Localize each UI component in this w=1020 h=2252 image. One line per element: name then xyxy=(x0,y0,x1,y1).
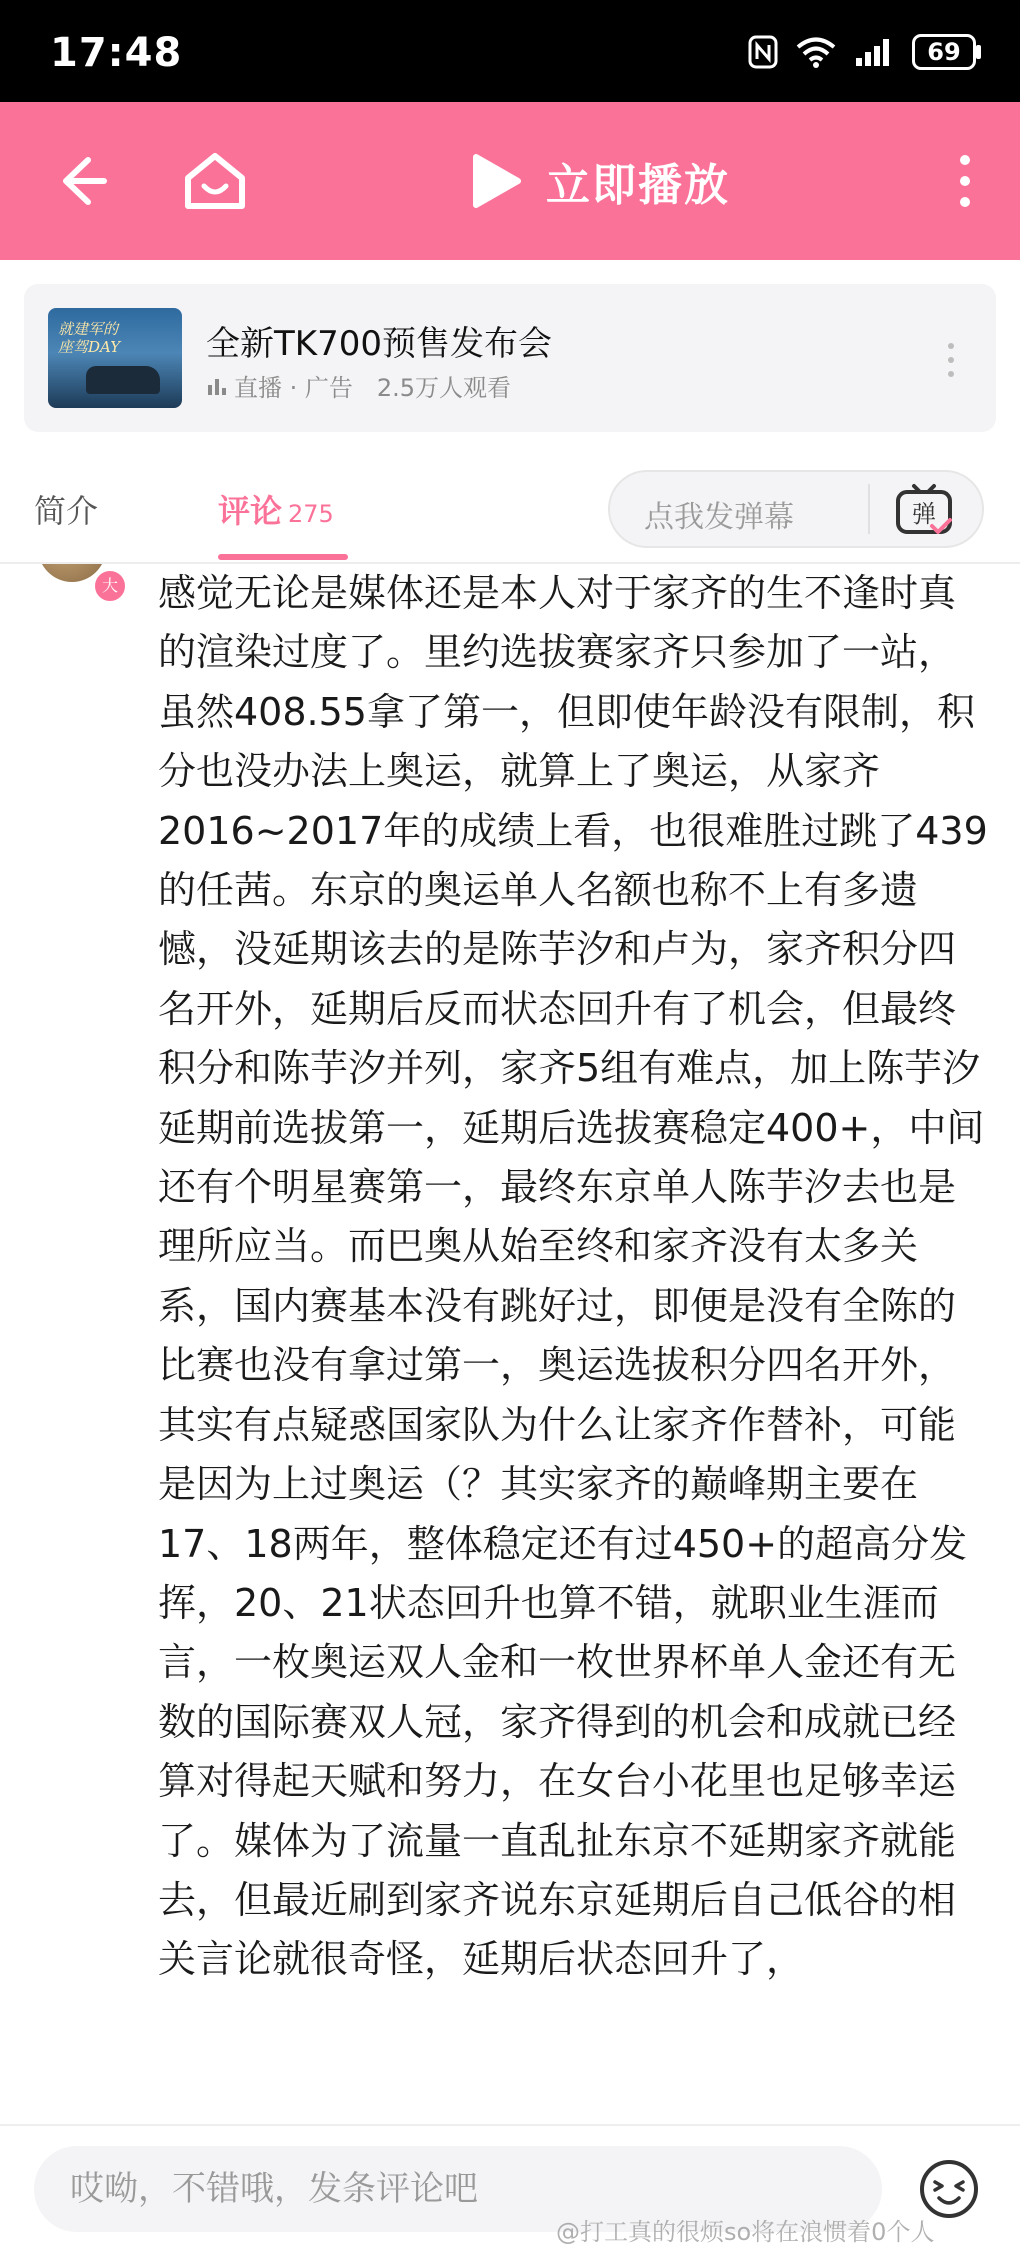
back-arrow-icon[interactable] xyxy=(50,146,120,216)
comments-count: 275 xyxy=(288,500,334,528)
comment-text xyxy=(158,564,988,1990)
ad-meta-label: 直播 · 广告 xyxy=(234,374,353,402)
play-icon xyxy=(470,153,522,209)
car-graphic xyxy=(86,366,160,394)
play-now-button[interactable] xyxy=(470,146,730,216)
ad-meta xyxy=(206,368,511,403)
ad-title: 全新TK700预售发布会 xyxy=(206,324,552,364)
status-bar xyxy=(0,0,1020,102)
danmaku-icon-label: 弹 xyxy=(912,500,936,528)
danmaku-placeholder: 点我发弹幕 xyxy=(644,500,794,535)
ad-thumbnail-text: 就建军的 座驾DAY xyxy=(58,320,121,356)
play-now-label: 立即播放 xyxy=(546,160,730,211)
ad-card[interactable] xyxy=(24,284,996,432)
comment-body: 感觉无论是媒体还是本人对于家齐的生不逢时真的渲染过度了。里约选拔赛家齐只参加了一站，虽然408.55拿了第一，但即使年龄没有限制，积分也没办法上奥运，就算上了奥运，从家齐2016~2017年的成绩上看，也很难胜过跳了439的任茜。东京的奥运单人名额也称不上有多遗憾，没延期该去的是陈芋汐和卢为，家齐积分四名开外，延期后反而状态回升有了机会，但最终积分和陈芋汐并列，家齐5组有难点，加上陈芋汐延期前选拔第一，延期后选拔赛稳定400+，中间还有个明星赛第一，最终东京单人陈芋汐去也是理所应当。而巴奥从始至终和家齐没有太多关系，国内赛基本没有跳好过，即便是没有全陈的比赛也没有拿过第一，奥运选拔积分四名开外，其实有点疑惑国家队为什么让家齐作替补，可能是因为上过奥运（？其实家齐的巅峰期主要在17、18两年，整体稳定还有过450+的超高分发挥，20、21状态回升也算不错，就职业生涯而言，一枚奥运双人金和一枚世界杯单人金还有无数的国际赛双人冠，家齐得到的机会和成就已经算对得起天赋和努力，在女台小花里也足够幸运了。媒体为了流量一直乱扯东京不延期家齐就能去，但最近刷到家齐说东京延期后自己低谷的相关言论就很奇怪，延期后状态回升了， xyxy=(158,571,988,1982)
vip-badge: 大 xyxy=(92,568,128,604)
battery-level: 69 xyxy=(927,38,961,66)
status-time: 17:48 xyxy=(50,30,183,76)
ad-thumbnail xyxy=(48,308,182,408)
live-bars-icon xyxy=(206,375,228,397)
tab-comments-label: 评论 xyxy=(218,492,283,530)
battery-indicator xyxy=(912,34,976,70)
home-tv-icon[interactable] xyxy=(180,146,250,216)
tab-intro[interactable]: 简介 xyxy=(34,492,99,530)
app-header xyxy=(0,102,1020,260)
emoji-icon[interactable] xyxy=(918,2158,980,2220)
danmaku-icon[interactable] xyxy=(892,480,956,540)
status-icons xyxy=(748,34,976,70)
signal-icon xyxy=(854,37,894,67)
tab-comments[interactable] xyxy=(218,486,334,532)
active-tab-indicator xyxy=(218,554,348,560)
ad-more-icon[interactable] xyxy=(946,340,956,380)
danmaku-input[interactable] xyxy=(608,470,984,548)
nfc-icon xyxy=(748,35,778,69)
watermark: @打工真的很烦so将在浪惯着0个人 xyxy=(556,2218,935,2246)
comment-area xyxy=(0,564,1020,2124)
more-vertical-icon[interactable] xyxy=(940,146,990,216)
danmaku-divider xyxy=(868,484,870,534)
wifi-icon xyxy=(796,36,836,68)
tab-bar xyxy=(0,456,1020,564)
ad-view-count: 2.5万人观看 xyxy=(376,374,512,402)
